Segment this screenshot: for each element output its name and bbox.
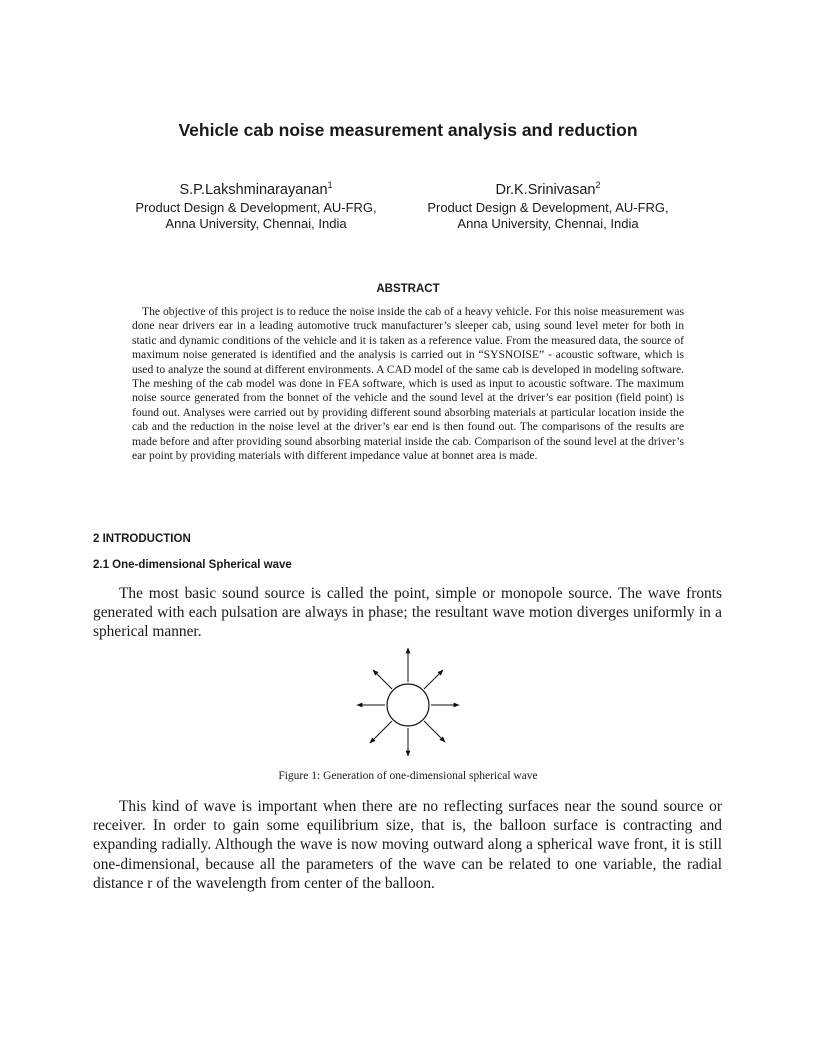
wave-arrow-up-right — [424, 670, 443, 689]
author-name-text-2: Dr.K.Srinivasan — [495, 182, 596, 198]
body-paragraph-2: This kind of wave is important when there are no reflecting surfaces near the sound source or receiver. In order to gain some equilibrium size, that is, the balloon surface is contracting and expanding radially. Although the wave is now moving outward along a spherical wave front, it is still one-dimensional, because all the parameters of the wave can be related to one variable, the radial distance r of the wavelength from center of the balloon. — [93, 798, 722, 892]
author-name-1 — [118, 181, 394, 200]
author-block-1 — [118, 181, 394, 232]
abstract-text: The objective of this project is to reduce the noise inside the cab of a heavy vehicle. For this noise measurement was done near drivers ear in a leading automotive truck manufacturer’s sleeper cab, using sound level meter for both in static and dynamic conditions of the vehicle and it is taken as a reference value. From the measured data, the source of maximum noise generated is identified and the analysis is carried out in “SYSNOISE” - acoustic software, which is used to analyze the sound at different environments. A CAD model of the same cab is developed in modeling software. The meshing of the cab model was done in FEA software, which is used as input to acoustic software. The maximum noise source generated from the bonnet of the vehicle and the sound level at the driver’s ear position (field point) is found out. Analyses were carried out by providing different sound absorbing materials at particular location inside the cab and the reduction in the noise level at the driver’s ear end is then found out. The comparisons of the results are made before and after providing sound absorbing material inside the cab. Comparison of the sound level at the driver’s ear point by providing materials with different impedance value at bonnet area is made. — [132, 305, 684, 463]
figure-caption: Figure 1: Generation of one-dimensional spherical wave — [278, 770, 538, 782]
author-affiliation-1: Product Design & Development, AU-FRG, — [135, 200, 377, 215]
author-superscript-2: 2 — [595, 180, 601, 190]
author-superscript-1: 1 — [327, 180, 333, 190]
wave-arrow-up-left — [373, 670, 392, 689]
author-block-2 — [410, 181, 686, 232]
author-institution-2: Anna University, Chennai, India — [457, 216, 639, 231]
wave-arrow-down-right — [424, 721, 445, 742]
author-name-2 — [410, 181, 686, 200]
spherical-wave-figure — [350, 644, 466, 760]
balloon-source-circle — [387, 684, 429, 726]
section-heading-introduction: 2 INTRODUCTION — [93, 533, 191, 545]
body-paragraph-1: The most basic sound source is called the point, simple or monopole source. The wave fronts generated with each pulsation are always in phase; the resultant wave motion diverges uniformly in a spherical manner. — [93, 585, 722, 641]
paper-title: Vehicle cab noise measurement analysis and reduction — [178, 120, 638, 140]
author-institution-1: Anna University, Chennai, India — [165, 216, 347, 231]
abstract-heading: ABSTRACT — [376, 283, 440, 295]
author-affiliation-2: Product Design & Development, AU-FRG, — [427, 200, 669, 215]
author-name-text-1: S.P.Lakshminarayanan — [179, 182, 328, 198]
subsection-heading-spherical-wave: 2.1 One-dimensional Spherical wave — [93, 559, 292, 571]
wave-arrow-down-left — [370, 721, 392, 743]
